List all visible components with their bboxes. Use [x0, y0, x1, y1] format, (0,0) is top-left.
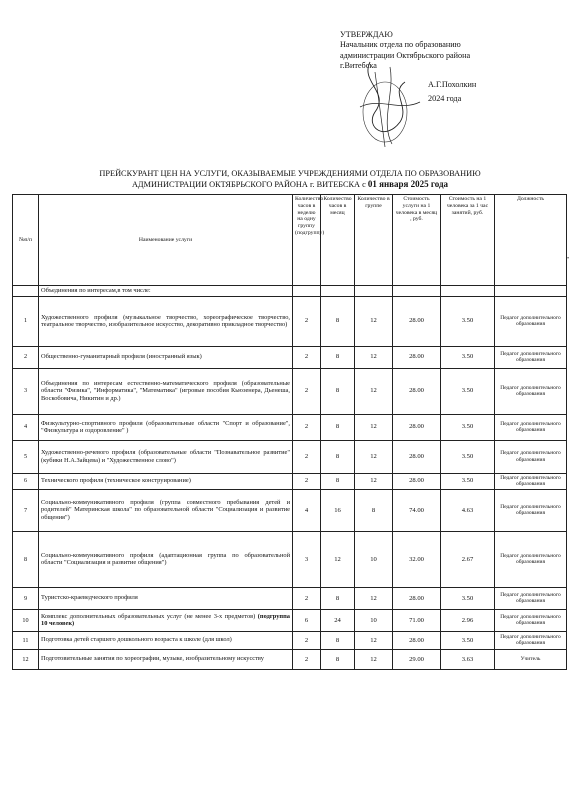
header-row [13, 195, 567, 286]
cost-per-month: 28.00 [393, 587, 441, 609]
hours-per-week: 2 [293, 414, 321, 440]
hours-per-week: 3 [293, 531, 321, 587]
cost-per-month: 71.00 [393, 609, 441, 631]
approval-city: г.Витебска [340, 61, 377, 71]
hours-per-month: 16 [321, 489, 355, 531]
hours-per-week: 2 [293, 587, 321, 609]
hours-per-month: 12 [321, 531, 355, 587]
group-size: 12 [355, 368, 393, 414]
title-line-2-text: АДМИНИСТРАЦИИ ОКТЯБРЬСКОГО РАЙОНА г. ВИТЕБСКА с [131, 180, 366, 189]
approval-organization: администрации Октябрьского района [340, 50, 471, 60]
table-row [13, 631, 567, 649]
signature-scribble [330, 52, 440, 152]
cost-per-month: 28.00 [393, 414, 441, 440]
service-name [39, 649, 293, 669]
row-number: 12 [13, 649, 39, 669]
group-size: 12 [355, 440, 393, 473]
title-date: 01 января 2025 года [367, 179, 449, 189]
group-size: 12 [355, 649, 393, 669]
service-name-text: Общественно-гуманитарный профиля (иностранный язык) [41, 353, 202, 361]
group-size: 12 [355, 473, 393, 489]
service-name-text: Комплекс дополнительных образовательных услуг (не менее 3-х предметов) [41, 612, 256, 620]
hours-per-week: 2 [293, 440, 321, 473]
approval-heading: УТВЕРЖДАЮ [340, 30, 393, 39]
table-row [13, 440, 567, 473]
title-line-1: ПРЕЙСКУРАНТ ЦЕН НА УСЛУГИ, ОКАЗЫВАЕМЫЕ УЧРЕЖДЕНИЯМИ ОТДЕЛА ПО ОБРАЗОВАНИЮ [99, 169, 481, 178]
section-empty-cell [321, 286, 355, 297]
hours-per-week: 2 [293, 346, 321, 368]
price-table [12, 194, 570, 670]
group-size: 12 [355, 414, 393, 440]
position: Педагог дополнительного образования [495, 587, 567, 609]
service-name-text: Социально-коммуникативного профиля (адаптационная группа по образовательной области "Социализация и развитие общения") [41, 551, 290, 567]
service-name-text: Художественного профиля (музыкальное творчество, хореографическое творчество, театральное творчество, изобразительное искусство, декоративно прикладное творчество) [41, 313, 290, 329]
position: Педагог дополнительного образования [495, 609, 567, 631]
cost-per-month: 28.00 [393, 346, 441, 368]
service-name-text: Подготовка детей старшего дошкольного возраста к школе (для школ) [41, 636, 232, 644]
document-title [30, 168, 550, 190]
section-label: Объединения по интересам,в том числе: [39, 286, 293, 297]
header-group-size: Количество в группе [355, 195, 393, 286]
approval-year: 2024 года [428, 94, 462, 104]
hours-per-week: 2 [293, 631, 321, 649]
position: Педагог дополнительного образования [495, 531, 567, 587]
cost-per-month: 74.00 [393, 489, 441, 531]
service-name [39, 440, 293, 473]
cost-per-hour: 3.50 [441, 440, 495, 473]
cost-per-hour: 3.50 [441, 368, 495, 414]
hours-per-month: 8 [321, 346, 355, 368]
cost-per-hour: 2.67 [441, 531, 495, 587]
group-size: 8 [355, 489, 393, 531]
cost-per-hour: 3.63 [441, 649, 495, 669]
hours-per-month: 8 [321, 631, 355, 649]
table-row [13, 587, 567, 609]
header-hours-month: Количество часов в месяц [321, 195, 355, 286]
table-row [13, 489, 567, 531]
hours-per-week: 2 [293, 296, 321, 346]
row-number: 6 [13, 473, 39, 489]
row-number: 8 [13, 531, 39, 587]
section-empty-cell [495, 286, 567, 297]
position: Педагог дополнительного образования [495, 473, 567, 489]
hours-per-week: 6 [293, 609, 321, 631]
position: Педагог дополнительного образования [495, 368, 567, 414]
service-name [39, 414, 293, 440]
row-number: 11 [13, 631, 39, 649]
hours-per-month: 8 [321, 649, 355, 669]
cost-per-hour: 2.96 [441, 609, 495, 631]
service-name-text: Технического профиля (техническое конструирование) [41, 477, 191, 485]
header-cost-month: Стоимость услуги на 1 человека в месяц , руб. [393, 195, 441, 286]
hours-per-month: 8 [321, 587, 355, 609]
cost-per-month: 28.00 [393, 368, 441, 414]
service-name [39, 473, 293, 489]
cost-per-hour: 3.50 [441, 414, 495, 440]
table-row [13, 531, 567, 587]
row-number: 9 [13, 587, 39, 609]
group-size: 12 [355, 587, 393, 609]
service-name [39, 368, 293, 414]
position: Педагог дополнительного образования [495, 440, 567, 473]
section-empty-cell [393, 286, 441, 297]
hours-per-month: 8 [321, 414, 355, 440]
service-name-text: Художественно-речевого профиля (образовательные области "Познавательное развитие" (кубики Н.А.Зайцева) и "Художественное слово") [41, 449, 290, 464]
row-number: 4 [13, 414, 39, 440]
section-row [13, 286, 567, 297]
table-row [13, 649, 567, 669]
service-name [39, 587, 293, 609]
service-name-bold-note: (подгруппа 10 человек) [41, 612, 290, 628]
table-row [13, 368, 567, 414]
position: Педагог дополнительного образования [495, 414, 567, 440]
header-hours-week: Количество часов в неделю на одну группу (подгруппу) [293, 195, 321, 286]
table-row [13, 346, 567, 368]
hours-per-month: 8 [321, 368, 355, 414]
header-name: Наименование услуги [39, 195, 293, 286]
group-size: 12 [355, 346, 393, 368]
cost-per-month: 32.00 [393, 531, 441, 587]
cost-per-hour: 3.50 [441, 296, 495, 346]
title-line-2 [30, 179, 550, 190]
group-size: 12 [355, 296, 393, 346]
hours-per-month: 8 [321, 473, 355, 489]
position: Учитель [495, 649, 567, 669]
row-number: 3 [13, 368, 39, 414]
service-name [39, 531, 293, 587]
hours-per-week: 2 [293, 649, 321, 669]
service-name [39, 296, 293, 346]
margin-mark: • [567, 256, 570, 262]
service-name-text: Объединения по интересам естественно-математического профиля (образовательные области "Физика", "Информатика", "Математика" (игровые пособия Кьюзенера, Дьенеша, Воскобовича, Никитин и др.) [41, 379, 290, 402]
service-name [39, 631, 293, 649]
service-name [39, 489, 293, 531]
approval-signer: А.Г.Похолкин [428, 79, 477, 89]
cost-per-hour: 3.50 [441, 631, 495, 649]
table-row [13, 296, 567, 346]
hours-per-month: 8 [321, 440, 355, 473]
service-name [39, 346, 293, 368]
approval-position: Начальник отдела по образованию [340, 40, 461, 50]
hours-per-month: 8 [321, 296, 355, 346]
row-number: 7 [13, 489, 39, 531]
service-name-text: Подготовительные занятия по хореографии, музыке, изобразительному искусству [41, 655, 264, 663]
table-row [13, 473, 567, 489]
row-number: 5 [13, 440, 39, 473]
group-size: 10 [355, 531, 393, 587]
cost-per-month: 28.00 [393, 473, 441, 489]
table-row [13, 414, 567, 440]
section-empty-cell [441, 286, 495, 297]
position: Педагог дополнительного образования [495, 296, 567, 346]
service-name-text: Туристско-краеведческого профиля [41, 594, 138, 602]
hours-per-week: 2 [293, 473, 321, 489]
row-number: 10 [13, 609, 39, 631]
row-number: 1 [13, 296, 39, 346]
section-empty-cell [293, 286, 321, 297]
cost-per-month: 28.00 [393, 440, 441, 473]
group-size: 12 [355, 631, 393, 649]
cost-per-hour: 3.50 [441, 346, 495, 368]
table-row [13, 609, 567, 631]
hours-per-week: 2 [293, 368, 321, 414]
header-cost-hour: Стоимость на 1 человека за 1 час занятий, руб. [441, 195, 495, 286]
cost-per-hour: 3.50 [441, 587, 495, 609]
cost-per-hour: 3.50 [441, 473, 495, 489]
service-name-text: Физкультурно-спортивного профиля (образовательные области "Спорт и образование", "Физкультура и оздоровление" ) [41, 419, 290, 435]
header-position: Должность [495, 195, 567, 286]
service-name [39, 609, 293, 631]
cost-per-month: 28.00 [393, 296, 441, 346]
row-number: 2 [13, 346, 39, 368]
table-body [13, 286, 567, 670]
position: Педагог дополнительного образования [495, 346, 567, 368]
position: Педагог дополнительного образования [495, 631, 567, 649]
hours-per-week: 4 [293, 489, 321, 531]
position: Педагог дополнительного образования [495, 489, 567, 531]
hours-per-month: 24 [321, 609, 355, 631]
header-num: №п/п [13, 195, 39, 286]
cost-per-month: 29.00 [393, 649, 441, 669]
section-empty-cell [355, 286, 393, 297]
cost-per-month: 28.00 [393, 631, 441, 649]
section-num [13, 286, 39, 297]
cost-per-hour: 4.63 [441, 489, 495, 531]
group-size: 10 [355, 609, 393, 631]
service-name-text: Социально-коммуникативного профиля (группа совместного пребывания детей и родителей" Материнская школа" по образовательной области "Социализация и развитие общения") [41, 498, 290, 522]
